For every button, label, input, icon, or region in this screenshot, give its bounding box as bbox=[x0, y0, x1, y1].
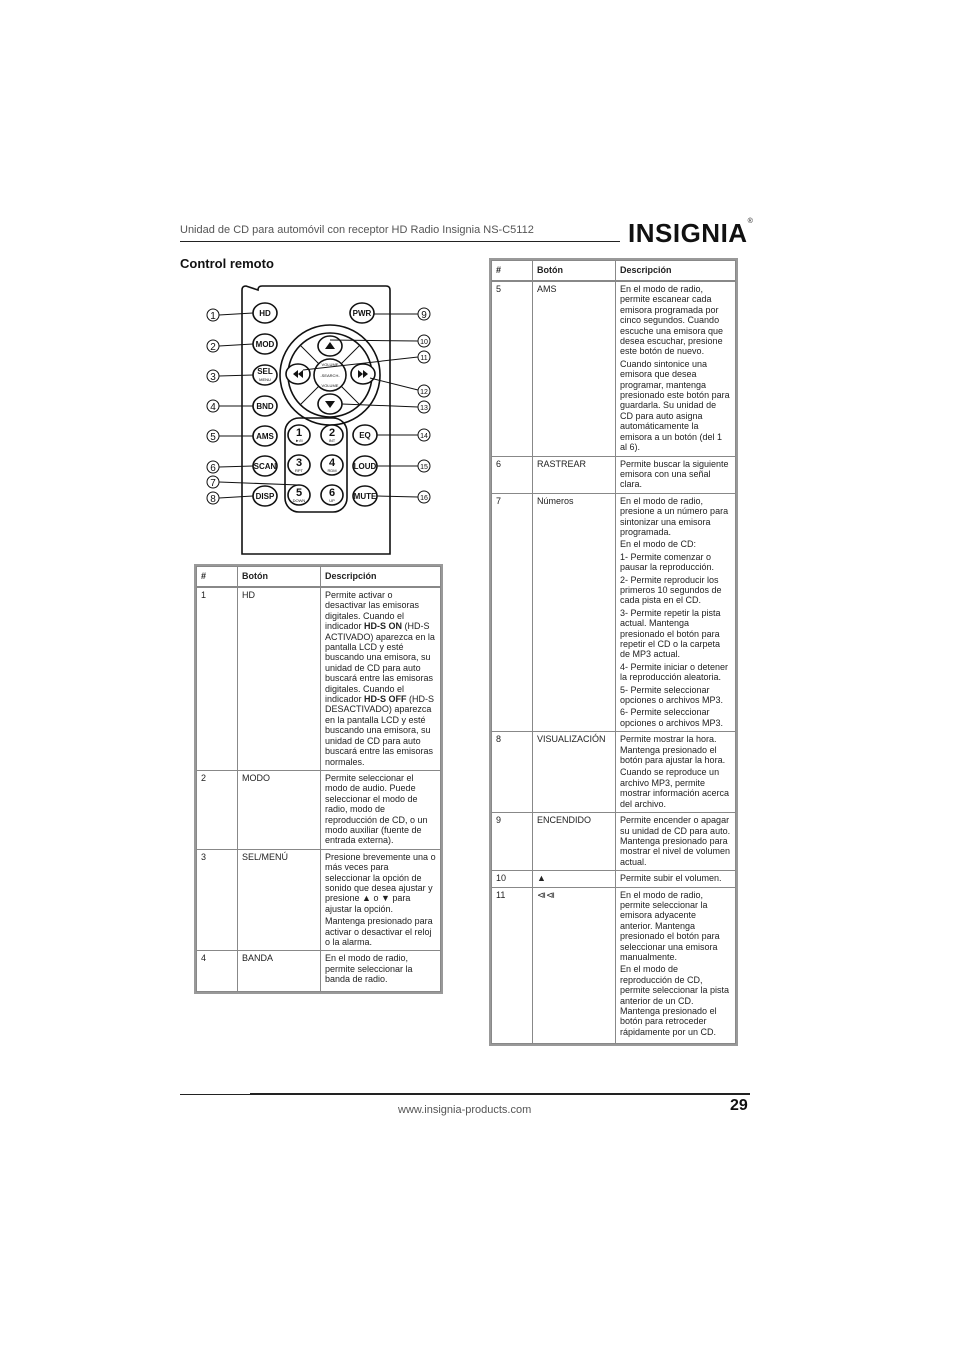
desc-text: Permite buscar la siguiente emisora con una señal clara. bbox=[620, 458, 729, 490]
num1-button bbox=[288, 425, 310, 445]
pwr-button bbox=[350, 303, 374, 323]
volume-up-button bbox=[318, 336, 342, 356]
desc-text: 3- Permite repetir la pista actual. Mantenga presionado el botón para repetir el CD o la carpeta de MP3 actual. bbox=[620, 607, 721, 660]
header-num: # bbox=[197, 567, 238, 588]
insignia-logo bbox=[628, 218, 753, 249]
svg-text:7: 7 bbox=[210, 478, 216, 489]
svg-text:14: 14 bbox=[420, 433, 428, 440]
svg-text:RDM: RDM bbox=[327, 468, 337, 473]
svg-text:UP: UP bbox=[329, 498, 335, 503]
svg-text:4: 4 bbox=[210, 402, 216, 413]
svg-text:AMS: AMS bbox=[256, 432, 274, 441]
table-row bbox=[492, 456, 736, 493]
scan-button bbox=[253, 456, 277, 476]
table-row bbox=[197, 770, 441, 849]
desc-text: (HD-S DESACTIVADO) aparezca en la pantalla LCD y esté buscando una emisora, su unidad de CD para auto buscará entre las emisoras normales. bbox=[325, 694, 435, 767]
desc-text: 6- Permite seleccionar opciones o archivos MP3. bbox=[620, 707, 724, 728]
desc-text: 4- Permite iniciar o detener la reproducción aleatoria. bbox=[620, 661, 729, 683]
row-num: 3 bbox=[197, 849, 238, 951]
header-num: # bbox=[492, 261, 533, 282]
row-description bbox=[321, 849, 441, 951]
svg-text:PWR: PWR bbox=[352, 309, 372, 318]
desc-text: 1- Permite comenzar o pausar la reproducción. bbox=[620, 551, 715, 573]
table-header-row bbox=[492, 261, 736, 282]
desc-text: Cuando se reproduce un archivo MP3, permite mostrar información acerca del archivo. bbox=[620, 767, 730, 809]
header-description: Descripción bbox=[616, 261, 736, 282]
desc-text: 2- Permite reproducir los primeros 10 segundos de cada pista en el CD. bbox=[620, 574, 722, 606]
footer-url[interactable]: www.insignia-products.com bbox=[398, 1104, 532, 1116]
desc-text: En el modo de radio, permite escanear cada emisora programada por cinco segundos. Cuando escuche una emisora que desea escuchar, presione este botón de nuevo. bbox=[620, 284, 724, 357]
callout-2 bbox=[207, 340, 219, 353]
svg-text:6: 6 bbox=[210, 463, 216, 474]
table-header-row bbox=[197, 567, 441, 588]
bnd-button bbox=[253, 396, 277, 416]
svg-text:-SEARCH-: -SEARCH- bbox=[320, 373, 340, 378]
desc-text: Permite mostrar la hora. Mantenga presionado el botón para ajustar la hora. bbox=[620, 734, 726, 766]
table-row bbox=[197, 849, 441, 951]
svg-text:9: 9 bbox=[421, 310, 427, 321]
num4-button bbox=[321, 455, 343, 475]
table-row bbox=[492, 732, 736, 813]
table-row bbox=[492, 493, 736, 732]
svg-text:MUTE: MUTE bbox=[353, 492, 377, 501]
table-row bbox=[492, 281, 736, 456]
mod-button bbox=[253, 334, 277, 354]
remote-control-illustration bbox=[200, 280, 440, 560]
desc-text: Permite subir el volumen. bbox=[620, 873, 722, 884]
row-button: ENCENDIDO bbox=[533, 813, 616, 871]
row-button: BANDA bbox=[238, 951, 321, 991]
hd-button bbox=[253, 303, 277, 323]
desc-text: En el modo de radio, presione a un número para sintonizar una emisora programada. bbox=[620, 495, 729, 537]
row-description: En el modo de radio, permite seleccionar la banda de radio. bbox=[321, 951, 441, 991]
desc-text: para ajustar la opción. bbox=[325, 893, 411, 914]
callout-12 bbox=[418, 385, 430, 397]
row-num: 10 bbox=[492, 871, 533, 887]
num6-button bbox=[321, 485, 343, 505]
row-button: MODO bbox=[238, 770, 321, 849]
svg-text:12: 12 bbox=[420, 389, 428, 396]
desc-text: En el modo de reproducción de CD, permite seleccionar la pista anterior de un CD. Mantenga presionado el botón para retroceder rápidamente por un CD. bbox=[620, 964, 730, 1037]
header-rule bbox=[180, 241, 620, 242]
svg-text:VOLUME: VOLUME bbox=[321, 383, 339, 388]
callout-15 bbox=[418, 460, 430, 472]
svg-text:RPT: RPT bbox=[295, 468, 303, 473]
desc-text: Permite activar o desactivar las emisoras digitales. Cuando el indicador bbox=[325, 590, 420, 632]
desc-bold: HD-S OFF bbox=[364, 694, 407, 705]
row-num: 9 bbox=[492, 813, 533, 871]
row-description bbox=[616, 493, 736, 732]
svg-text:15: 15 bbox=[420, 464, 428, 471]
search-back-button bbox=[286, 364, 310, 384]
row-description bbox=[321, 587, 441, 770]
logo-text: INSIGNIA bbox=[628, 218, 748, 248]
table-row bbox=[197, 951, 441, 991]
row-description: Permite seleccionar el modo de audio. Puede seleccionar el modo de radio, modo de reproducción de CD, o un modo auxiliar (fuente de entrada externa). bbox=[321, 770, 441, 849]
running-header: Unidad de CD para automóvil con receptor HD Radio Insignia NS-C5112 bbox=[180, 224, 534, 236]
row-description bbox=[616, 871, 736, 887]
desc-text: Permite encender o apagar su unidad de CD para auto. Mantenga presionado para mostrar el nivel de volumen actual. bbox=[620, 815, 731, 867]
svg-text:LOUD: LOUD bbox=[353, 462, 377, 471]
row-description bbox=[616, 281, 736, 456]
svg-text:2: 2 bbox=[328, 427, 336, 439]
svg-text:8: 8 bbox=[210, 494, 216, 505]
disp-button bbox=[253, 486, 277, 506]
num2-button bbox=[321, 425, 343, 445]
callout-16 bbox=[418, 491, 430, 503]
sel-menu-button bbox=[253, 365, 277, 385]
up-arrow-icon: ▲ bbox=[362, 893, 371, 904]
row-num: 11 bbox=[492, 887, 533, 1044]
svg-text:►/II: ►/II bbox=[295, 438, 303, 443]
button-table-right bbox=[491, 260, 736, 1044]
row-description bbox=[616, 887, 736, 1044]
svg-text:4: 4 bbox=[328, 457, 336, 469]
row-button: SEL/MENÚ bbox=[238, 849, 321, 951]
eq-button bbox=[353, 425, 377, 445]
row-num: 8 bbox=[492, 732, 533, 813]
svg-text:MOD: MOD bbox=[255, 340, 275, 349]
callout-13 bbox=[418, 401, 430, 413]
ams-button bbox=[253, 426, 277, 446]
callout-11 bbox=[418, 351, 430, 363]
svg-text:BND: BND bbox=[256, 402, 274, 411]
svg-text:3: 3 bbox=[210, 372, 216, 383]
callout-7 bbox=[207, 476, 219, 489]
desc-text: Mantenga presionado para activar o desactivar el reloj o la alarma. bbox=[325, 916, 433, 947]
svg-text:10: 10 bbox=[420, 339, 428, 346]
svg-text:1: 1 bbox=[295, 427, 303, 439]
desc-text: Cuando sintonice una emisora que desea programar, mantenga presionado este botón para guardarla. Su unidad de CD para auto asigna automáticamente la emisora a un botón (del 1 al 6). bbox=[620, 358, 730, 453]
mute-button bbox=[353, 486, 377, 506]
svg-text:5: 5 bbox=[210, 432, 216, 443]
table-row bbox=[197, 587, 441, 770]
callout-9 bbox=[418, 308, 430, 321]
header-button: Botón bbox=[238, 567, 321, 588]
table-row bbox=[492, 813, 736, 871]
header-description: Descripción bbox=[321, 567, 441, 588]
callout-6 bbox=[207, 461, 219, 474]
svg-text:13: 13 bbox=[420, 405, 428, 412]
svg-text:MENU: MENU bbox=[259, 377, 271, 382]
svg-text:VOLUME: VOLUME bbox=[321, 362, 339, 367]
num3-button bbox=[288, 455, 310, 475]
svg-text:2: 2 bbox=[210, 342, 216, 353]
loud-button bbox=[353, 456, 377, 476]
svg-text:DOWN: DOWN bbox=[292, 498, 306, 503]
svg-text:DISP: DISP bbox=[255, 492, 275, 501]
svg-text:5: 5 bbox=[295, 487, 303, 499]
callout-14 bbox=[418, 429, 430, 441]
footer-rule-left bbox=[180, 1094, 250, 1095]
desc-text: En el modo de CD: bbox=[620, 539, 697, 550]
row-num: 1 bbox=[197, 587, 238, 770]
desc-text: (HD-S ACTIVADO) aparezca en la pantalla LCD y esté buscando una emisora, su unidad de CD para auto buscará entre las emisoras digitales. Cuando el indicador bbox=[325, 621, 435, 705]
row-num: 4 bbox=[197, 951, 238, 991]
down-arrow-icon: ▼ bbox=[380, 893, 390, 904]
row-button: RASTREAR bbox=[533, 456, 616, 493]
button-table-left bbox=[196, 566, 441, 992]
svg-text:SCAN: SCAN bbox=[253, 462, 277, 471]
search-forward-button bbox=[351, 364, 375, 384]
desc-text: 5- Permite seleccionar opciones o archivos MP3. bbox=[620, 684, 724, 706]
header-button: Botón bbox=[533, 261, 616, 282]
row-button: Números bbox=[533, 493, 616, 732]
svg-text:HD: HD bbox=[259, 309, 271, 318]
desc-bold: HD-S ON bbox=[364, 621, 403, 632]
svg-text:16: 16 bbox=[420, 495, 428, 502]
table-row bbox=[492, 871, 736, 887]
row-description bbox=[616, 456, 736, 493]
num5-button bbox=[288, 485, 310, 505]
row-description bbox=[616, 813, 736, 871]
up-arrow-icon: ▲ bbox=[533, 871, 616, 887]
row-num: 2 bbox=[197, 770, 238, 849]
callout-10 bbox=[418, 335, 430, 347]
volume-down-button bbox=[318, 394, 342, 414]
section-title: Control remoto bbox=[180, 256, 274, 271]
table-row bbox=[492, 887, 736, 1044]
callout-5 bbox=[207, 430, 219, 443]
callout-3 bbox=[207, 370, 219, 383]
svg-text:1: 1 bbox=[210, 311, 216, 322]
desc-text: o bbox=[370, 893, 381, 904]
row-num: 6 bbox=[492, 456, 533, 493]
page-number: 29 bbox=[730, 1097, 748, 1114]
svg-text:SEL: SEL bbox=[257, 367, 273, 376]
svg-text:11: 11 bbox=[420, 355, 428, 362]
desc-text: En el modo de radio, permite seleccionar la emisora adyacente anterior. Mantenga presionado el botón para seleccionar una emisora manualmente. bbox=[620, 889, 720, 962]
callout-8 bbox=[207, 492, 219, 505]
row-button: AMS bbox=[533, 281, 616, 456]
svg-text:EQ: EQ bbox=[359, 431, 371, 440]
rewind-icon: ⧏⧏ bbox=[533, 887, 616, 1044]
row-num: 5 bbox=[492, 281, 533, 456]
svg-text:3: 3 bbox=[295, 457, 303, 469]
row-button: HD bbox=[238, 587, 321, 770]
callout-4 bbox=[207, 400, 219, 413]
svg-text:6: 6 bbox=[328, 487, 336, 499]
row-description bbox=[616, 732, 736, 813]
svg-text:INT: INT bbox=[328, 438, 336, 443]
row-button: VISUALIZACIÓN bbox=[533, 732, 616, 813]
row-num: 7 bbox=[492, 493, 533, 732]
desc-text: Presione brevemente una o más veces para seleccionar la opción de sonido que desea ajustar y presione bbox=[325, 851, 436, 904]
footer-rule bbox=[250, 1093, 750, 1095]
logo-registered-mark: ® bbox=[747, 218, 754, 225]
callout-1 bbox=[207, 309, 219, 322]
